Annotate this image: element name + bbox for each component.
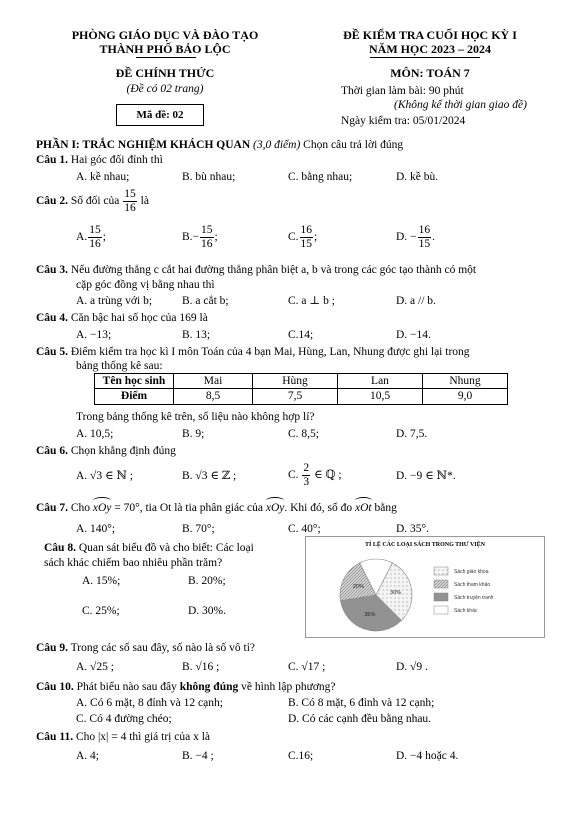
pie-chart <box>306 537 544 637</box>
q4-option-d: D. −14. <box>396 329 431 341</box>
table-header-cell: Lan <box>338 374 423 389</box>
q6-option-b: B. √3 ∈ ℤ ; <box>182 470 237 482</box>
question-text: Trong các số sau đây, số nào là số vô tỉ? <box>70 642 256 654</box>
q6-option-a: A. √3 ∈ ℕ ; <box>76 470 133 482</box>
score-table <box>94 373 508 405</box>
table-cell: 8,5 <box>174 389 253 404</box>
q8-option-d: D. 30%. <box>188 605 227 617</box>
q3-option-a: A. a trùng với b; <box>76 295 153 307</box>
q3-option-d: D. a // b. <box>396 295 436 307</box>
legend-label: Sách khác <box>454 608 478 614</box>
question-6 <box>36 444 176 458</box>
legend-label: Sách giáo khoa <box>454 569 489 575</box>
q10-option-d: D. Có các cạnh đều bằng nhau. <box>288 713 432 725</box>
question-4 <box>36 311 208 325</box>
question-text: Căn bậc hai số học của 169 là <box>70 312 208 324</box>
question-label: Câu 10. <box>36 681 74 693</box>
q11-option-b: B. −4 ; <box>182 750 214 762</box>
pie-chart-frame <box>305 536 545 638</box>
exam-title: ĐỀ KIỂM TRA CUỐI HỌC KỲ I <box>343 28 517 42</box>
question-label: Câu 4. <box>36 312 68 324</box>
q7-option-c: C. 40°; <box>288 523 321 535</box>
q1-option-b: B. bù nhau; <box>182 171 236 183</box>
table-header-cell: Hùng <box>253 374 338 389</box>
table-cell: 9,0 <box>423 389 508 404</box>
question-label: Câu 11. <box>36 731 74 743</box>
legend-swatch <box>434 593 448 601</box>
legend-label: Sách tham khảo <box>454 582 491 588</box>
exam-date: Ngày kiểm tra: 05/01/2024 <box>341 115 466 127</box>
q9-option-a: A. √25 ; <box>76 661 114 673</box>
question-label: Câu 2. <box>36 194 68 207</box>
q2-option-d: D. − $\frac{16}{15}$ . <box>396 224 435 250</box>
q5-option-d: D. 7,5. <box>396 428 428 440</box>
department-name: PHÒNG GIÁO DỤC VÀ ĐÀO TẠO <box>71 28 259 42</box>
q8-option-a: A. 15%; <box>82 575 121 587</box>
pie-slice-label: 20% <box>352 584 364 591</box>
q3-option-b: B. a cắt b; <box>182 295 229 307</box>
q5-option-c: C. 8,5; <box>288 428 319 440</box>
q3-option-c: C. a ⊥ b ; <box>288 295 335 307</box>
question-9 <box>36 641 255 655</box>
q2-option-c: C. $\frac{16}{15}$ ; <box>288 224 318 250</box>
q9-option-d: D. √9 . <box>396 661 428 673</box>
question-label: Câu 3. <box>36 264 68 276</box>
legend-swatch <box>434 580 448 588</box>
question-text-tail: là <box>140 194 149 207</box>
q9-option-c: C. √17 ; <box>288 661 326 673</box>
question-text: Nếu đường thẳng c cắt hai đường thẳng phân biệt a, b và trong các góc tạo thành có một <box>70 264 477 276</box>
question-text: Chọn khẳng định đúng <box>70 445 176 457</box>
q11-option-d: D. −4 hoặc 4. <box>396 750 459 762</box>
question-text: Số đối của <box>70 194 120 207</box>
time-note: (Không kể thời gian giao đề) <box>394 99 527 111</box>
table-row <box>95 374 508 389</box>
part1-instruction: Chọn câu trả lời đúng <box>303 139 404 151</box>
q6-option-d: D. −9 ∈ ℕ*. <box>396 470 456 482</box>
official-label: ĐỀ CHÍNH THỨC <box>115 66 215 80</box>
q9-option-b: B. √16 ; <box>182 661 220 673</box>
q2-option-a: A. $\frac{15}{16}$ ; <box>76 224 106 250</box>
question-label: Câu 8. <box>44 542 76 554</box>
question-3-line2: cặp góc đồng vị bằng nhau thì <box>76 279 215 291</box>
pie-slice-label: 35% <box>364 611 376 618</box>
table-header-cell: Nhung <box>423 374 508 389</box>
chart-title: TỈ LỆ CÁC LOẠI SÁCH TRONG THƯ VIỆN <box>365 542 485 548</box>
angle-xoy: xOy <box>265 502 285 514</box>
school-year: NĂM HỌC 2023 – 2024 <box>369 42 491 56</box>
part1-points: (3,0 điểm) <box>253 139 301 151</box>
question-5-prompt: Trong bảng thống kê trên, số liệu nào không hợp lí? <box>76 411 315 423</box>
question-10: Câu 10. Phát biểu nào sau đây không đúng về hình lập phương? <box>36 681 336 693</box>
question-label: Câu 7. <box>36 502 68 514</box>
legend-label: Sách truyện tranh <box>454 595 494 601</box>
header-divider-right <box>370 57 480 58</box>
subject: MÔN: TOÁN 7 <box>390 66 470 80</box>
part1-heading <box>36 138 403 152</box>
angle-xoy: xOy <box>92 502 112 514</box>
table-cell: Điểm <box>95 389 174 404</box>
header-divider-left <box>136 57 196 58</box>
question-5 <box>36 345 470 359</box>
q1-option-a: A. kề nhau; <box>76 171 130 183</box>
table-cell: 7,5 <box>253 389 338 404</box>
emphasis-text: không đúng <box>179 681 239 693</box>
q10-option-b: B. Có 8 mặt, 6 đỉnh và 12 cạnh; <box>288 697 435 709</box>
q1-option-d: D. kề bù. <box>396 171 439 183</box>
q11-option-c: C.16; <box>288 750 314 762</box>
q6-option-c: C. $\frac{2}{3}$ ∈ ℚ ; <box>288 462 342 488</box>
q10-option-a: A. Có 6 mặt, 8 đỉnh và 12 cạnh; <box>76 697 223 709</box>
question-text: Điểm kiểm tra học kì I môn Toán của 4 bạn Mai, Hùng, Lan, Nhung được ghi lại trong <box>70 346 470 358</box>
table-header-cell: Mai <box>174 374 253 389</box>
q8-option-c: C. 25%; <box>82 605 120 617</box>
question-label: Câu 1. <box>36 154 68 166</box>
table-header-cell: Tên học sinh <box>95 374 174 389</box>
page-count: (Đề có 02 trang) <box>126 83 204 95</box>
time-limit: Thời gian làm bài: 90 phút <box>341 85 464 97</box>
q1-option-c: C. bằng nhau; <box>288 171 353 183</box>
question-2 <box>36 188 149 214</box>
q10-option-c: C. Có 4 đường chéo; <box>76 713 172 725</box>
q7-option-a: A. 140°; <box>76 523 116 535</box>
question-11 <box>36 730 210 744</box>
question-text: Quan sát biểu đồ và cho biết: Các loại <box>78 542 254 554</box>
question-text: Hai góc đối đỉnh thì <box>70 154 163 166</box>
q5-option-a: A. 10,5; <box>76 428 114 440</box>
q2-option-b: B.− $\frac{15}{16}$ ; <box>182 224 218 250</box>
city-name: THÀNH PHỐ BẢO LỘC <box>99 42 231 56</box>
question-text: Cho |x| = 4 thì giá trị của x là <box>75 731 211 743</box>
exam-code: Mã đề: 02 <box>116 104 204 126</box>
question-label: Câu 6. <box>36 445 68 457</box>
fraction: $\frac{15}{16}$ <box>124 188 136 214</box>
q5-option-b: B. 9; <box>182 428 205 440</box>
question-1 <box>36 153 163 167</box>
question-8-line2: sách khác chiếm bao nhiêu phần trăm? <box>44 557 223 569</box>
q7-option-d: D. 35°. <box>396 523 430 535</box>
question-7: Câu 7. Cho xOy = 70°, tia Ot là tia phân giác của xOy. Khi đó, số đo xOt bằng <box>36 502 397 514</box>
pie-slice-label: 30% <box>390 589 402 596</box>
q11-option-a: A. 4; <box>76 750 99 762</box>
question-label: Câu 5. <box>36 346 68 358</box>
question-label: Câu 9. <box>36 642 68 654</box>
q4-option-b: B. 13; <box>182 329 211 341</box>
question-8 <box>44 541 254 555</box>
angle-xot: xOt <box>354 502 372 514</box>
question-5-line2: bảng thống kê sau: <box>76 360 163 372</box>
table-row <box>95 389 508 404</box>
table-cell: 10,5 <box>338 389 423 404</box>
part1-title: PHẦN I: TRẮC NGHIỆM KHÁCH QUAN <box>36 139 251 151</box>
q4-option-a: A. −13; <box>76 329 112 341</box>
q4-option-c: C.14; <box>288 329 314 341</box>
q8-option-b: B. 20%; <box>188 575 226 587</box>
q7-option-b: B. 70°; <box>182 523 215 535</box>
legend-swatch <box>434 567 448 575</box>
legend-swatch <box>434 606 448 614</box>
question-3 <box>36 263 476 277</box>
